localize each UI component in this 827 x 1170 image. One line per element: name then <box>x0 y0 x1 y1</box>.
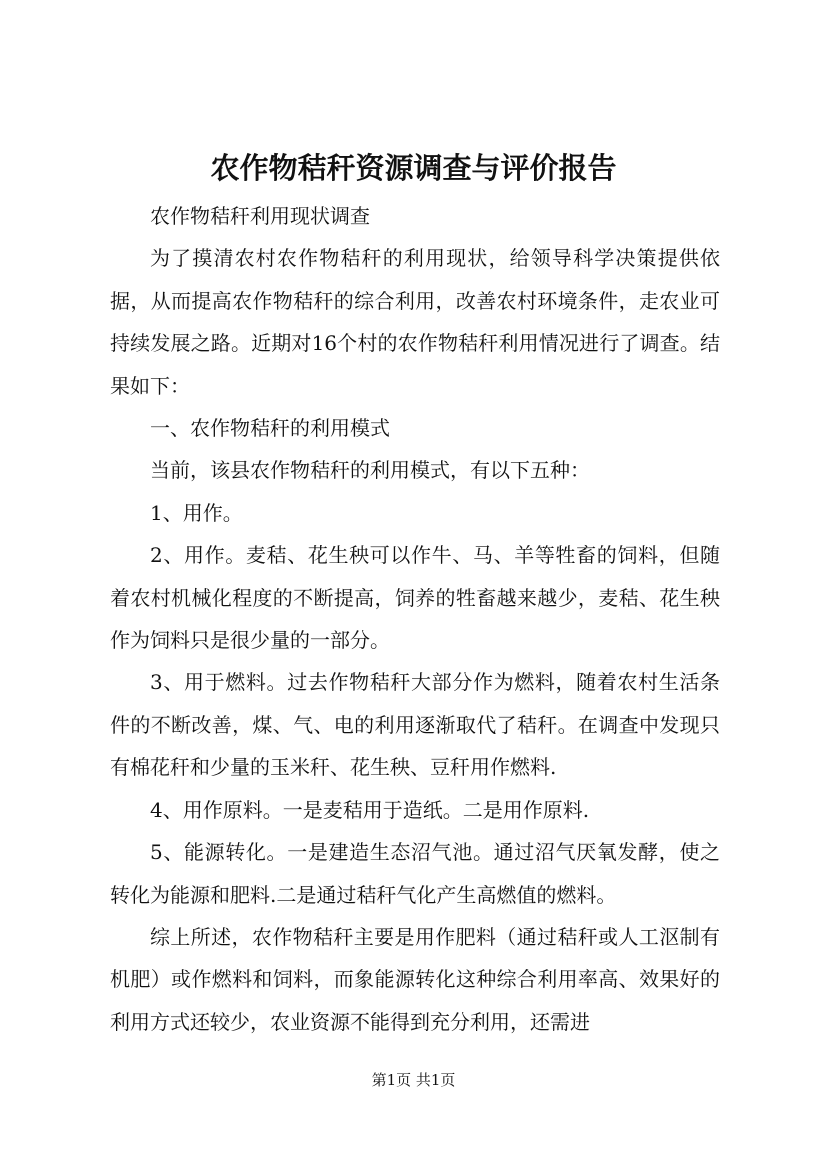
list-item-4: 4、用作原料。一是麦秸用于造纸。二是用作原料. <box>150 797 590 822</box>
paragraph-intro: 为了摸清农村农作物秸秆的利用现状，给领导科学决策提供依据，从而提高农作物秸秆的综合利用，改善农村环境条件，走农业可持续发展之路。近期对16个村的农作物秸秆利用情况进行了调查。结果如下： <box>110 246 720 398</box>
section-heading-status-survey: 农作物秸秆利用现状调查 <box>150 204 370 228</box>
document-body <box>110 195 720 1043</box>
paragraph-five-modes: 当前，该县农作物秸秆的利用模式，有以下五种： <box>150 458 590 483</box>
document-title: 农作物秸秆资源调查与评价报告 <box>210 151 617 185</box>
list-item-1: 1、用作。 <box>150 500 243 525</box>
list-item-3: 3、用于燃料。过去作物秸秆大部分作为燃料，随着农村生活条件的不断改善，煤、气、电的利用逐渐取代了秸秆。在调查中发现只有棉花秆和少量的玉米秆、花生秧、豆秆用作燃料. <box>110 670 720 780</box>
paragraph-summary: 综上所述，农作物秸秆主要是用作肥料（通过秸秆或人工沤制有机肥）或作燃料和饲料，而象能源转化这种综合利用率高、效果好的利用方式还较少，农业资源不能得到充分利用，还需进 <box>110 924 720 1034</box>
page-footer: 第1页 共1页 <box>371 1071 456 1089</box>
list-item-5: 5、能源转化。一是建造生态沼气池。通过沼气厌氧发酵，使之转化为能源和肥料.二是通过秸秆气化产生高燃值的燃料。 <box>110 840 720 907</box>
list-item-2: 2、用作。麦秸、花生秧可以作牛、马、羊等牲畜的饲料，但随着农村机械化程度的不断提高，饲养的牲畜越来越少，麦秸、花生秧作为饲料只是很少量的一部分。 <box>110 543 720 653</box>
section-heading-utilization-modes: 一、农作物秸秆的利用模式 <box>150 416 390 441</box>
